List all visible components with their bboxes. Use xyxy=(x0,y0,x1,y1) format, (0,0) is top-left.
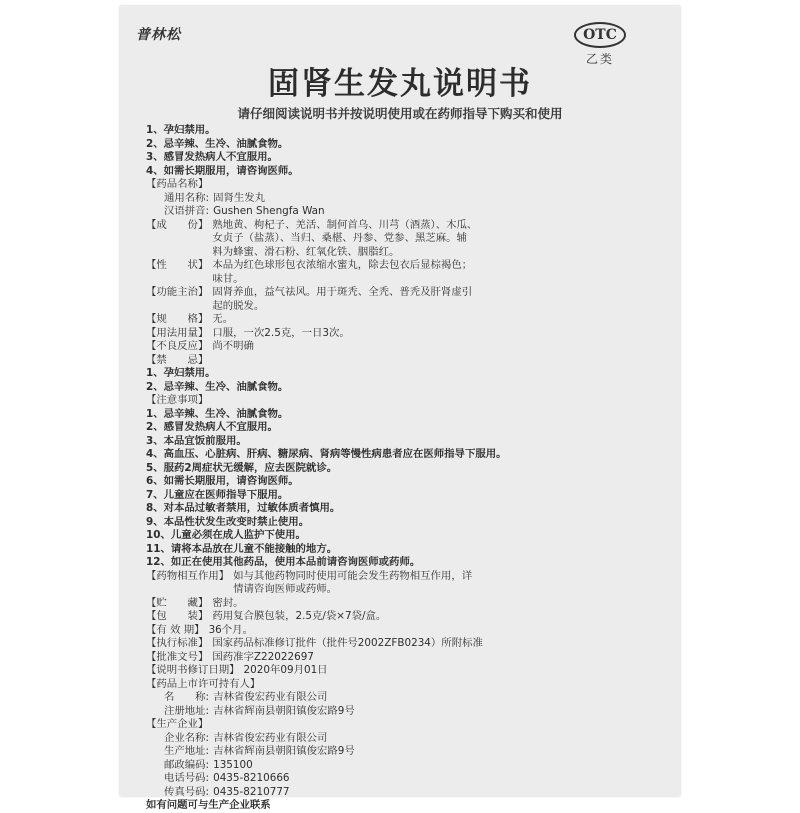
storage-section xyxy=(146,597,666,611)
manufacturer-field-value: 135100 xyxy=(213,758,253,771)
brand-logo: 普林松 xyxy=(136,27,181,43)
specification-value: 无。 xyxy=(212,313,234,325)
precaution-item: 9、本品性状发生改变时禁止使用。 xyxy=(146,515,310,528)
indications-line: 起的脱发。 xyxy=(212,299,265,312)
contraindications-section xyxy=(146,354,666,395)
mah-address-value: 吉林省辉南县朝阳镇俊宏路9号 xyxy=(213,704,355,717)
composition-line: 熟地黄、枸杞子、羌活、制何首乌、川芎（酒蒸）、木瓜、 xyxy=(212,218,478,231)
usage-value: 口服，一次2.5克，一日3次。 xyxy=(212,326,350,339)
precaution-item: 5、服药2周症状无缓解，应去医院就诊。 xyxy=(146,461,338,474)
package-label: 【包 装】 xyxy=(146,610,209,622)
precaution-item: 6、如需长期服用，请咨询医师。 xyxy=(146,475,299,487)
mah-name-value: 吉林省俊宏药业有限公司 xyxy=(213,691,328,703)
precaution-item: 1、忌辛辣、生冷、油腻食物。 xyxy=(146,407,289,420)
common-name-value: 固肾生发丸 xyxy=(213,191,266,204)
footer-note: 如有问题可与生产企业联系 xyxy=(146,799,271,811)
storage-label: 【贮 藏】 xyxy=(146,596,209,609)
warning-item: 4、如需长期服用，请咨询医师。 xyxy=(146,164,299,177)
composition-label: 【成 份】 xyxy=(146,218,209,231)
warning-item: 1、孕妇禁用。 xyxy=(146,124,216,136)
manufacturer-field-label: 传真号码: xyxy=(164,785,210,798)
adverse-value: 尚不明确 xyxy=(212,340,254,352)
package-section xyxy=(146,610,666,624)
precaution-item: 2、感冒发热病人不宜服用。 xyxy=(146,421,278,433)
adverse-label: 【不良反应】 xyxy=(146,340,209,352)
pinyin-value: Gushen Shengfa Wan xyxy=(213,205,325,217)
manufacturer-field-value: 吉林省俊宏药业有限公司 xyxy=(213,731,328,744)
document-subtitle: 请仔细阅读说明书并按说明使用或在药师指导下购买和使用 xyxy=(237,106,563,121)
approval-section xyxy=(146,651,666,665)
specification-label: 【规 格】 xyxy=(146,313,209,325)
indications-line: 固肾养血，益气祛风。用于斑秃、全秃、普秃及肝肾虚引 xyxy=(212,286,473,298)
manufacturer-field-label: 电话号码: xyxy=(164,772,210,784)
standard-section xyxy=(146,637,666,651)
storage-value: 密封。 xyxy=(212,596,244,609)
manufacturer-field-value: 吉林省辉南县朝阳镇俊宏路9号 xyxy=(213,745,355,757)
composition-line: 料为蜂蜜、滑石粉、红氧化铁、胭脂红。 xyxy=(212,245,400,258)
validity-section xyxy=(146,624,666,638)
interactions-line: 如与其他药物同时使用可能会发生药物相互作用，详 xyxy=(233,569,473,582)
manufacturer-section xyxy=(146,718,666,799)
instruction-sheet xyxy=(120,6,680,811)
precaution-item: 3、本品宜饭前服用。 xyxy=(146,434,247,447)
character-line: 味甘。 xyxy=(212,272,244,285)
pinyin-label: 汉语拼音: xyxy=(164,205,210,217)
mah-section xyxy=(146,678,666,719)
interactions-line: 情请咨询医师或药师。 xyxy=(233,583,338,595)
contraindication-item: 1、孕妇禁用。 xyxy=(146,367,216,379)
character-section xyxy=(146,259,666,286)
common-name-label: 通用名称: xyxy=(164,191,210,204)
precautions-section xyxy=(146,394,666,570)
leaflet-body xyxy=(146,124,666,813)
revision-value: 2020年09月01日 xyxy=(243,664,328,676)
interactions-section xyxy=(146,570,666,597)
character-line: 本品为红色球形包衣浓缩水蜜丸，除去包衣后显棕褐色； xyxy=(212,259,473,271)
usage-label: 【用法用量】 xyxy=(146,326,209,339)
standard-label: 【执行标准】 xyxy=(146,637,209,649)
approval-value: 国药准字Z22022697 xyxy=(212,650,314,663)
otc-class-label: 乙类 xyxy=(585,52,614,66)
revision-section xyxy=(146,664,666,678)
mah-address-label: 注册地址: xyxy=(164,704,210,717)
precaution-item: 12、如正在使用其他药品，使用本品前请咨询医师或药师。 xyxy=(146,556,421,568)
drug-name-header: 【药品名称】 xyxy=(146,178,209,190)
manufacturer-field-label: 邮政编码: xyxy=(164,758,210,771)
warning-item: 2、忌辛辣、生冷、油腻食物。 xyxy=(146,137,289,150)
precaution-item: 10、儿童必须在成人监护下使用。 xyxy=(146,529,306,541)
revision-label: 【说明书修订日期】 xyxy=(146,664,240,676)
indications-label: 【功能主治】 xyxy=(146,286,209,298)
precautions-label: 【注意事项】 xyxy=(146,394,209,406)
validity-value: 36个月。 xyxy=(208,623,253,636)
package-value: 药用复合膜包装，2.5克/袋×7袋/盒。 xyxy=(212,610,387,622)
contraindication-item: 2、忌辛辣、生冷、油腻食物。 xyxy=(146,380,289,393)
drug-name-section xyxy=(146,178,666,219)
precaution-item: 7、儿童应在医师指导下服用。 xyxy=(146,488,289,501)
adverse-section xyxy=(146,340,666,354)
composition-section xyxy=(146,219,666,260)
precaution-item: 4、高血压、心脏病、肝病、糖尿病、肾病等慢性病患者应在医师指导下服用。 xyxy=(146,448,507,460)
manufacturer-label: 【生产企业】 xyxy=(146,718,209,730)
standard-value: 国家药品标准修订批件（批件号2002ZFB0234）所附标准 xyxy=(212,637,483,649)
mah-name-label: 名 称: xyxy=(164,691,210,703)
composition-line: 女贞子（盐蒸）、当归、桑椹、丹参、党参、黑芝麻。辅 xyxy=(212,232,467,244)
approval-label: 【批准文号】 xyxy=(146,650,209,663)
indications-section xyxy=(146,286,666,313)
manufacturer-field-value: 0435-8210666 xyxy=(213,772,290,784)
validity-label: 【有 效 期】 xyxy=(146,623,205,636)
precaution-item: 8、对本品过敏者禁用，过敏体质者慎用。 xyxy=(146,502,341,514)
warning-list xyxy=(146,124,666,178)
manufacturer-field-label: 企业名称: xyxy=(164,731,210,744)
character-label: 【性 状】 xyxy=(146,259,209,271)
manufacturer-field-label: 生产地址: xyxy=(164,745,210,757)
usage-section xyxy=(146,327,666,341)
precaution-item: 11、请将本品放在儿童不能接触的地方。 xyxy=(146,542,338,555)
mah-label: 【药品上市许可持有人】 xyxy=(146,677,261,690)
warning-item: 3、感冒发热病人不宜服用。 xyxy=(146,151,278,163)
otc-badge: OTC xyxy=(574,22,626,48)
contraindications-label: 【禁 忌】 xyxy=(146,353,209,366)
document-title: 固肾生发丸说明书 xyxy=(268,66,532,102)
interactions-label: 【药物相互作用】 xyxy=(146,569,230,582)
manufacturer-field-value: 0435-8210777 xyxy=(213,785,290,798)
specification-section xyxy=(146,313,666,327)
